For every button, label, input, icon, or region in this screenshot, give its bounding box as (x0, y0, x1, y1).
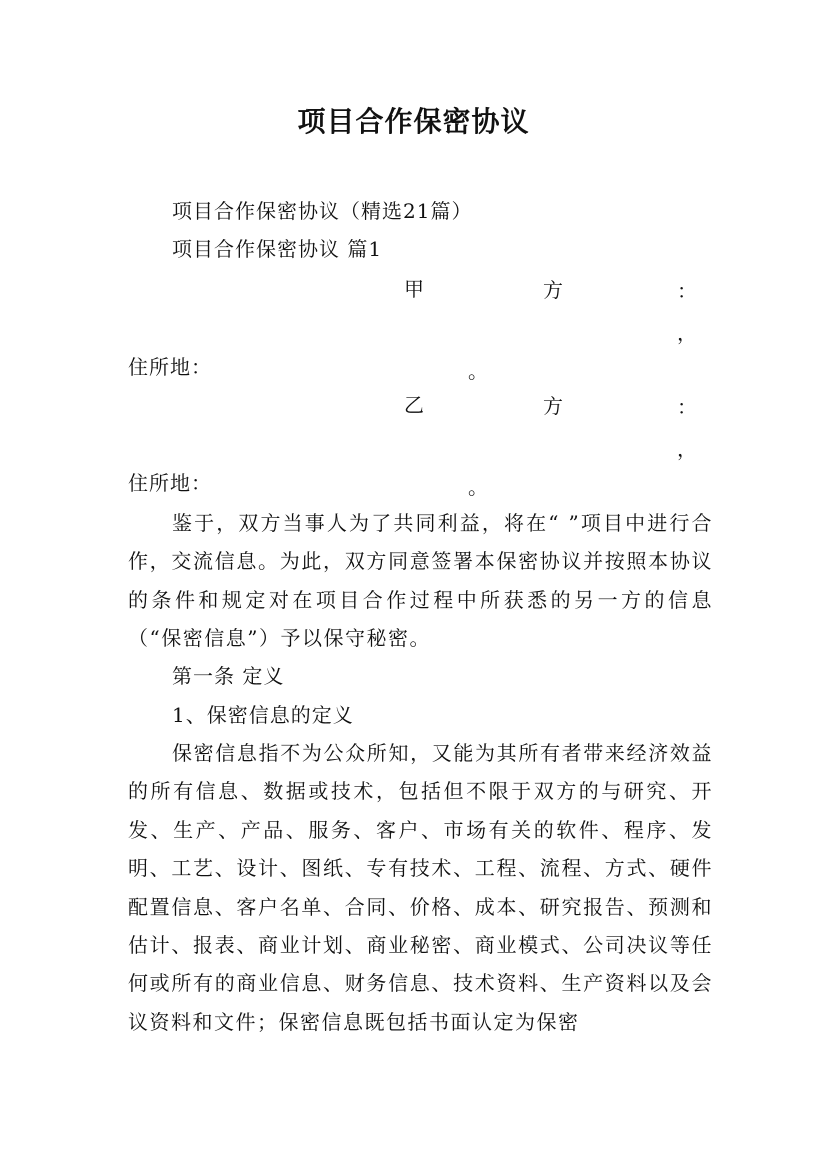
party-a-label-second: 方 (543, 278, 563, 302)
party-b-label-second: 方 (543, 394, 563, 418)
document-title: 项目合作保密协议 (297, 105, 530, 138)
clause-1-heading: 1、保密信息的定义 (172, 703, 354, 727)
party-a-comma: ， (677, 321, 697, 345)
party-a-colon: ： (677, 279, 697, 303)
party-a-label-first: 甲 (404, 277, 424, 301)
section-1-heading: 第一条 定义 (172, 664, 285, 688)
article-heading: 项目合作保密协议 篇1 (172, 237, 383, 261)
party-b-address-label: 住所地： (128, 471, 212, 495)
party-b-comma: ， (677, 437, 697, 461)
document-subtitle: 项目合作保密协议（精选21篇） (172, 199, 473, 223)
clause-1-paragraph: 保密信息指不为公众所知，又能为其所有者带来经济效益的所有信息、数据或技术，包括但不限于双方的与研究、开发、生产、产品、服务、客户、市场有关的软件、程序、发明、工艺、设计、图纸、专有技术、工程、流程、方式、硬件配置信息、客户名单、合同、价格、成本、研究报告、预测和估计、报表、商业计划、商业秘密、商业模式、公司决议等任何或所有的商业信息、财务信息、技术资料、生产资料以及会议资料和文件；保密信息既包括书面认定为保密 (128, 741, 713, 1034)
party-a-address-label: 住所地： (128, 355, 212, 379)
party-b-address-period: 。 (468, 475, 488, 499)
preamble-paragraph: 鉴于，双方当事人为了共同利益，将在“ ”项目中进行合作，交流信息。为此，双方同意签署本保密协议并按照本协议的条件和规定对在项目合作过程中所获悉的另一方的信息（“保密信息”）予以保守秘密。 (128, 511, 713, 651)
party-b-label-first: 乙 (404, 393, 424, 417)
party-b-colon: ： (677, 395, 697, 419)
party-a-address-period: 。 (468, 359, 488, 383)
